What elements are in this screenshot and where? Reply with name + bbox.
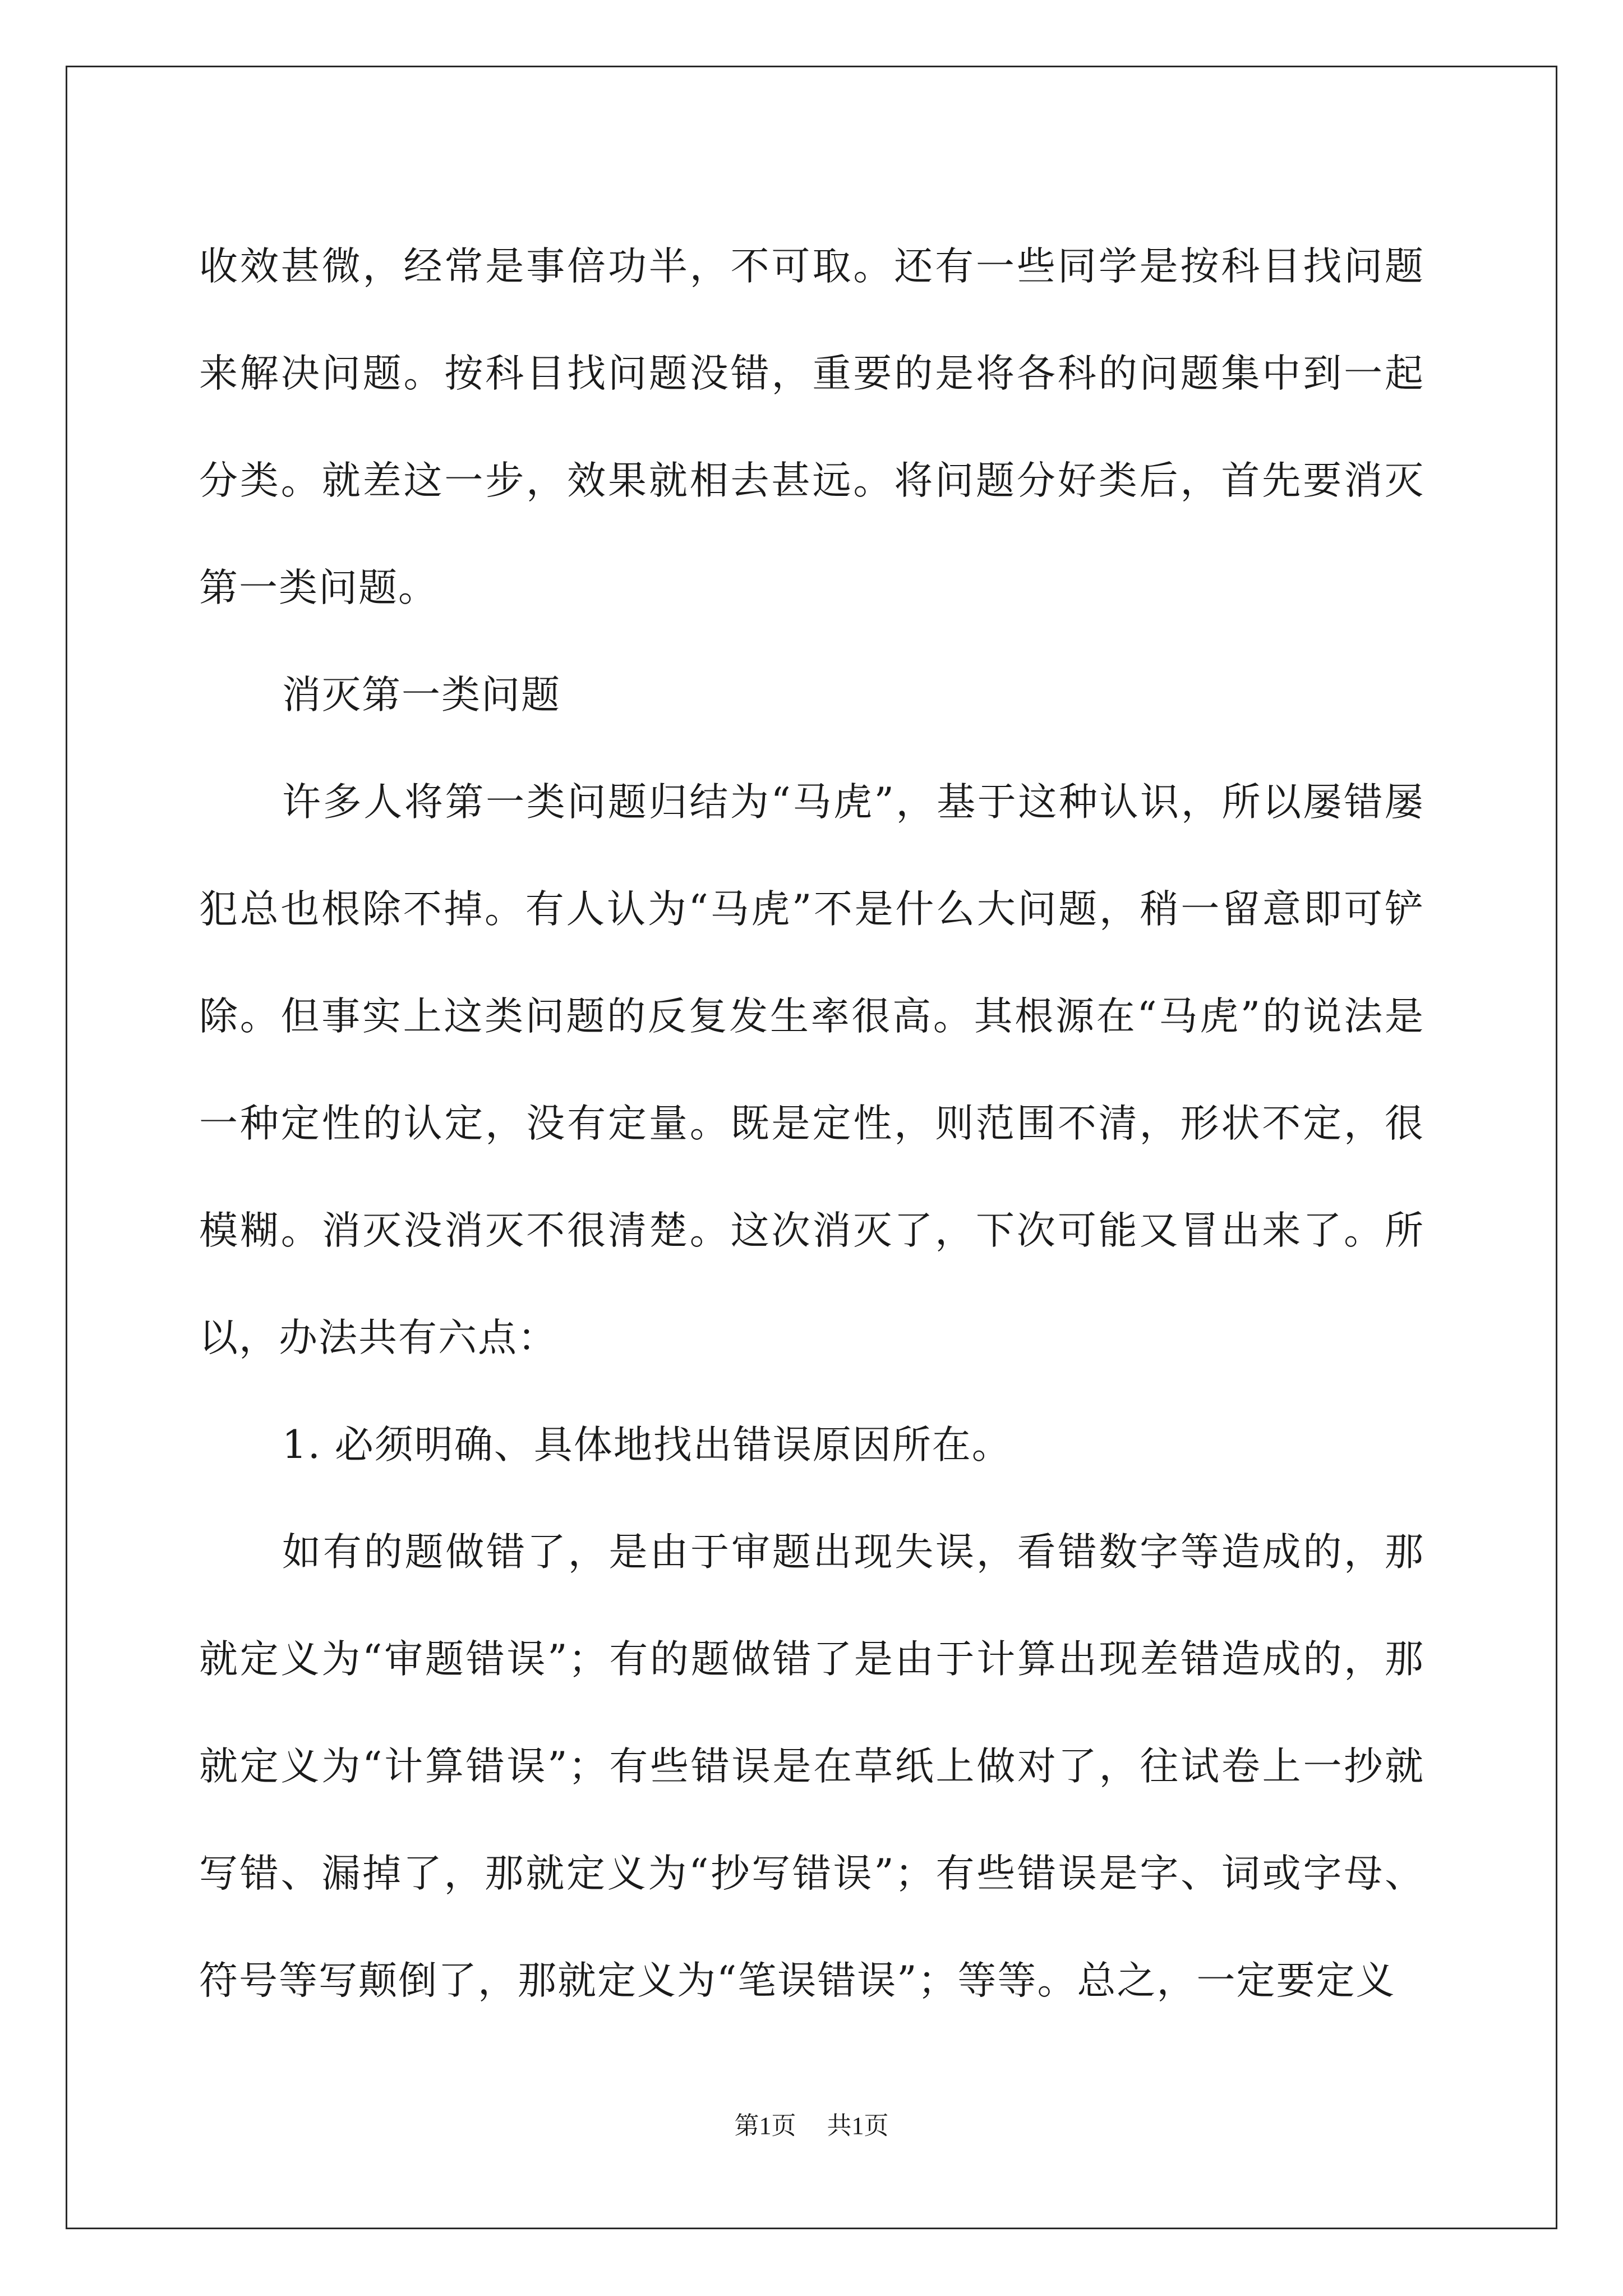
page-total: 共1页 [827, 2112, 889, 2139]
section-heading: 消灭第一类问题 [282, 673, 561, 717]
page-number: 第1页 [734, 2112, 796, 2139]
page-footer [0, 2109, 1623, 2143]
paragraph-body: 许多人将第一类问题归结为“马虎”，基于这种认识，所以屡错屡犯总也根除不掉。有人认为“马虎”不是什么大问题，稍一留意即可铲除。但事实上这类问题的反复发生率很高。其根源在“马虎”的说法是一种定性的认定，没有定量。既是定性，则范围不清，形状不定，很模糊。消灭没消灭不很清楚。这次消灭了，下次可能又冒出来了。所以，办法共有六点： [199, 780, 1424, 1360]
document-body [199, 213, 1424, 2035]
paragraph-continuation: 收效甚微，经常是事倍功半，不可取。还有一些同学是按科目找问题来解决问题。按科目找问题没错，重要的是将各科的问题集中到一起分类。就差这一步，效果就相去甚远。将问题分好类后，首先要消灭第一类问题。 [199, 244, 1424, 610]
numbered-item: 1. 必须明确、具体地找出错误原因所在。 [282, 1423, 1012, 1467]
paragraph-body: 如有的题做错了，是由于审题出现失误，看错数字等造成的，那就定义为“审题错误”；有的题做错了是由于计算出现差错造成的，那就定义为“计算错误”；有些错误是在草纸上做对了，往试卷上一抄就写错、漏掉了，那就定义为“抄写错误”；有些错误是字、词或字母、符号等写颠倒了，那就定义为“笔误错误”；等等。总之，一定要定义 [199, 1530, 1424, 2003]
